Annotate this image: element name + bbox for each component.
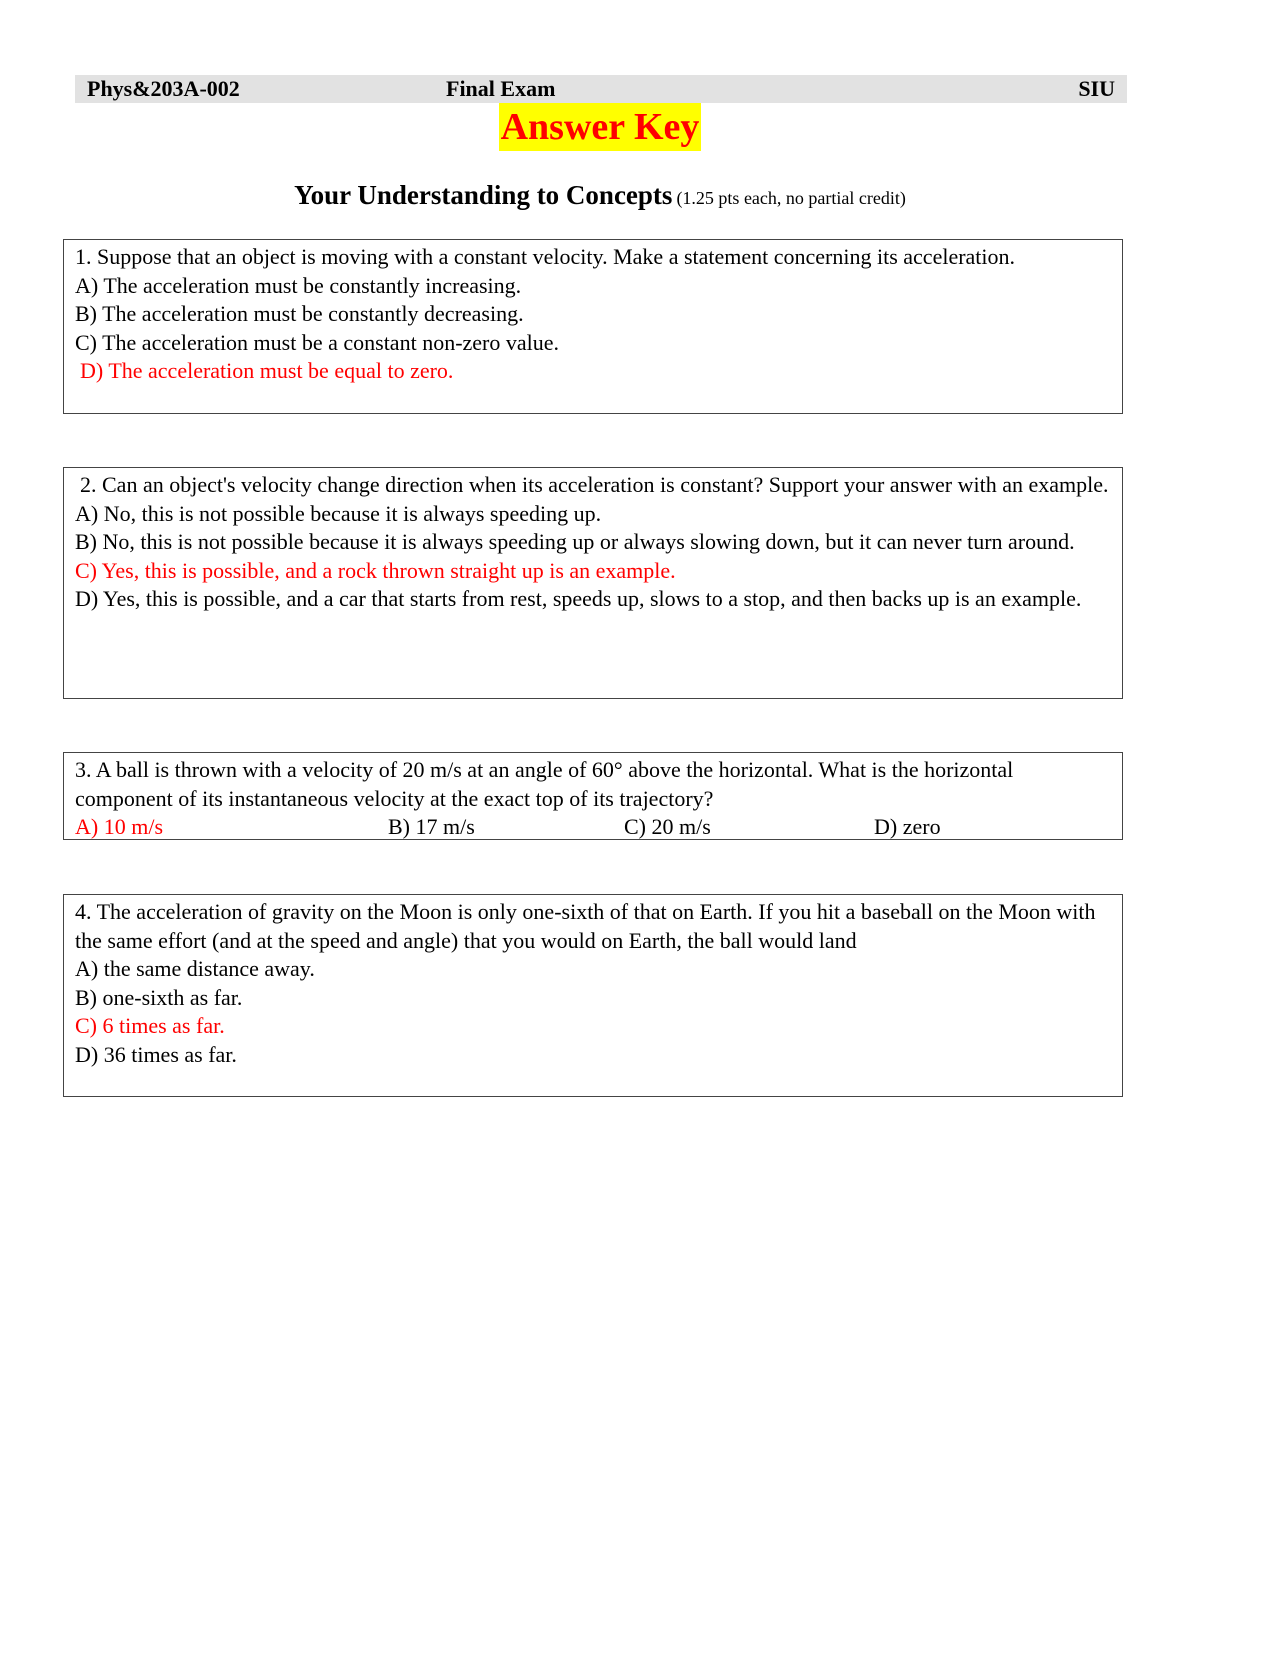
choice-b: B) one-sixth as far.	[75, 984, 243, 1010]
question-1	[63, 239, 1123, 414]
question-stem: 4. The acceleration of gravity on the Moon is only one-sixth of that on Earth. If you hit a baseball on the Moon with the same effort (and at the speed and angle) that you would on Earth, the ball would land	[75, 899, 1096, 953]
question-stem: 2. Can an object's velocity change direction when its acceleration is constant? Support your answer with an example.	[80, 472, 1109, 497]
question-stem: 1. Suppose that an object is moving with a constant velocity. Make a statement concerning its acceleration.	[75, 244, 1016, 269]
choice-d: D) 36 times as far.	[75, 1041, 237, 1067]
exam-header-bar	[75, 75, 1127, 103]
choice-b: B) 17 m/s	[388, 814, 475, 839]
question-4	[63, 894, 1123, 1097]
choice-d-correct: D) The acceleration must be equal to zero.	[80, 358, 454, 383]
choice-b: B) No, this is not possible because it is always speeding up or always slowing down, but it can never turn around.	[75, 529, 1075, 554]
choice-c: C) 20 m/s	[624, 814, 711, 839]
choice-c-correct: C) Yes, this is possible, and a rock thrown straight up is an example.	[75, 557, 676, 583]
answer-key-banner-wrap	[0, 103, 1200, 151]
choice-a: A) No, this is not possible because it is always speeding up.	[75, 500, 602, 526]
choice-c-correct: C) 6 times as far.	[75, 1013, 225, 1038]
choice-d: D) zero	[874, 814, 941, 839]
choice-row	[75, 813, 1112, 842]
choice-c: C) The acceleration must be a constant non-zero value.	[75, 329, 560, 355]
choice-a-correct: A) 10 m/s	[75, 814, 163, 839]
question-3	[63, 752, 1123, 840]
section-heading	[0, 180, 1200, 211]
choice-a: A) The acceleration must be constantly increasing.	[75, 272, 522, 298]
question-stem: 3. A ball is thrown with a velocity of 20 m/s at an angle of 60° above the horizontal. What is the horizontal component of its instantaneous velocity at the exact top of its trajectory?	[75, 757, 1014, 811]
answer-key-banner: Answer Key	[499, 103, 702, 151]
choice-b: B) The acceleration must be constantly decreasing.	[75, 301, 524, 326]
question-2	[63, 467, 1123, 699]
choice-a: A) the same distance away.	[75, 956, 315, 981]
exam-title: Final Exam	[446, 76, 556, 101]
section-subtitle: (1.25 pts each, no partial credit)	[676, 188, 906, 208]
section-title: Your Understanding to Concepts	[294, 180, 673, 210]
school-name: SIU	[1078, 76, 1115, 101]
course-code: Phys&203A-002	[87, 76, 240, 101]
choice-d: D) Yes, this is possible, and a car that starts from rest, speeds up, slows to a stop, and then backs up is an example.	[75, 586, 1082, 611]
